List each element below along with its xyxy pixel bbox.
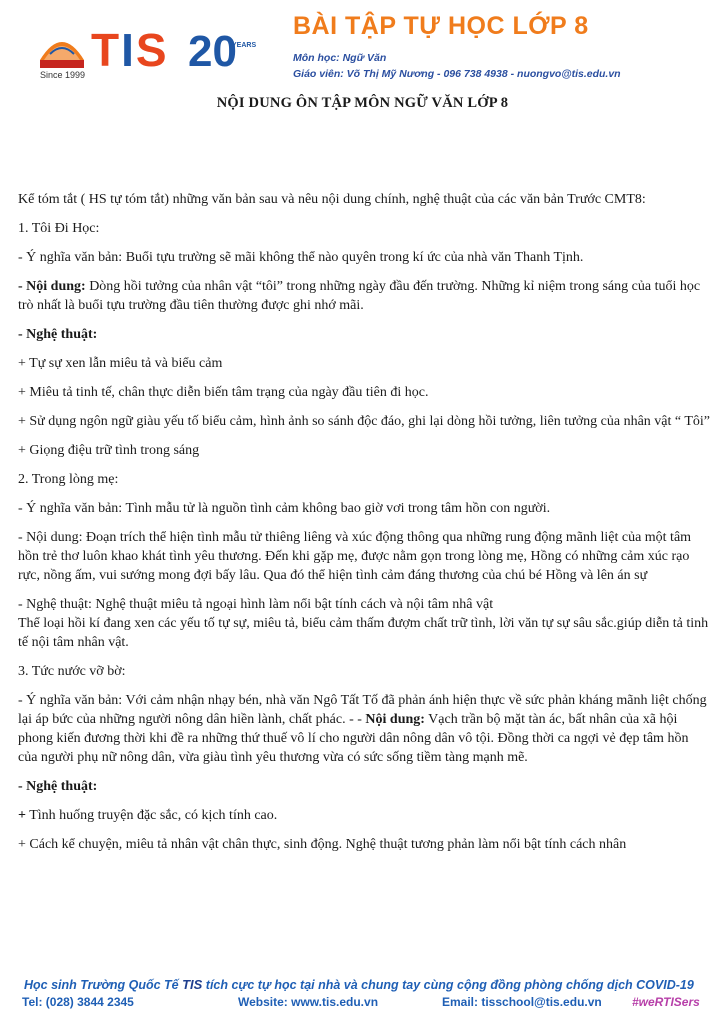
content-label: - Nội dung:	[18, 279, 86, 294]
header-title: BÀI TẬP TỰ HỌC LỚP 8	[293, 12, 589, 40]
document-body	[18, 190, 710, 864]
art-paragraph	[18, 595, 710, 652]
art-line: Thể loại hồi kí đang xen các yếu tố tự sự, miêu tả, biểu cảm thấm đượm chất trữ tình, lời văn tự sự sâu sắc.giúp diễn tả tinh tế nội tâm nhân vật.	[18, 616, 709, 650]
section-heading: 1. Tôi Đi Học:	[18, 221, 100, 236]
art-line: - Nghệ thuật: Nghệ thuật miêu tả ngoại hình làm nổi bật tính cách và nội tâm nhâ vật	[18, 597, 494, 612]
meaning-paragraph: - Ý nghĩa văn bản: Buổi tựu trường sẽ mãi không thể nào quyên trong kí ức của nhà văn Thanh Tịnh.	[18, 250, 584, 265]
meaning-text: - Ý nghĩa văn bản: Với cảm nhận nhạy bén, nhà văn Ngô Tất Tố đã phản ánh hiện thực về sức phản kháng mãnh liệt chống lại áp bức của những người nông dân hiền lành, chất phác. - -	[18, 693, 707, 727]
art-item: + Sử dụng ngôn ngữ giàu yếu tố biểu cảm, hình ảnh so sánh độc đáo, ghi lại dòng hồi tưởng, liên tưởng của nhân vật “ Tôi”	[18, 414, 711, 429]
footer-tis: TIS	[182, 977, 203, 992]
footer-tel: Tel: (028) 3844 2345	[22, 995, 134, 1009]
plus-marker: +	[18, 808, 26, 823]
meaning-paragraph	[18, 691, 710, 767]
footer-email-link[interactable]: Email: tisschool@tis.edu.vn	[442, 995, 602, 1009]
content-paragraph: - Nội dung: Đoạn trích thể hiện tình mẫu tử thiêng liêng và xúc động thông qua những rung động mãnh liệt của một tâm hồn trẻ thơ luôn khao khát tình yêu thương. Đến khi gặp mẹ, được nằm gọn trong lòng mẹ, Hồng có những cảm xúc rạo rực, nồng ấm, vui sướng mong đợi bấy lâu. Qua đó thể hiện tình cảm đáng thương của chú bé Hồng và lên án sự	[18, 530, 692, 583]
art-item: + Miêu tả tinh tế, chân thực diễn biến tâm trạng của ngày đầu tiên đi học.	[18, 385, 429, 400]
intro-paragraph: Kể tóm tắt ( HS tự tóm tắt) những văn bản sau và nêu nội dung chính, nghệ thuật của các văn bản Trước CMT8:	[18, 192, 646, 207]
tis-logo	[36, 24, 286, 86]
meaning-paragraph: - Ý nghĩa văn bản: Tình mẫu tử là nguồn tình cảm không bao giờ vơi trong tâm hồn con người.	[18, 501, 551, 516]
globe-emblem-icon	[36, 30, 88, 74]
content-text: Dòng hồi tưởng của nhân vật “tôi” trong những ngày đầu đến trường. Những kỉ niệm trong sáng của tuổi học trò nhất là buổi tựu trường đầu tiên thường được ghi nhớ mãi.	[18, 279, 701, 313]
content-label: Nội dung:	[365, 712, 425, 727]
art-text: Tình huống truyện đặc sắc, có kịch tính cao.	[25, 808, 278, 823]
art-item: + Giọng điệu trữ tình trong sáng	[18, 443, 200, 458]
section-heading: 2. Trong lòng mẹ:	[18, 472, 119, 487]
subject-line: Môn học: Ngữ Văn	[293, 52, 387, 64]
section-heading: 3. Tức nước vỡ bờ:	[18, 664, 126, 679]
page-footer	[0, 975, 725, 1024]
art-item: + Tự sự xen lẫn miêu tả và biểu cảm	[18, 356, 223, 371]
content-paragraph	[18, 277, 710, 315]
footer-slogan: Học sinh Trường Quốc Tế TIS tích cực tự học tại nhà và chung tay cùng cộng đồng phòng chống dịch COVID-19	[24, 977, 694, 992]
logo-since: Since 1999	[40, 70, 86, 80]
logo-wordmark: TIS	[91, 24, 169, 76]
art-label: - Nghệ thuật:	[18, 779, 98, 794]
footer-website-link[interactable]: Website: www.tis.edu.vn	[238, 995, 379, 1009]
art-item	[18, 806, 710, 825]
content-text: Vạch trần bộ mặt tàn ác, bất nhân của xã hội phong kiến đương thời khi đề ra những thứ thuế vô lí cho người dân nông dân vô tội. Đồng thời ca ngợi vẻ đẹp tâm hồn của người phụ nữ nông dân, vừa giàu tình yêu thương vừa có sức sống tiềm tàng mạnh mẽ.	[18, 712, 689, 765]
art-label: - Nghệ thuật:	[18, 327, 98, 342]
page-header	[0, 0, 725, 92]
document-title: NỘI DUNG ÔN TẬP MÔN NGỮ VĂN LỚP 8	[216, 95, 509, 111]
footer-hashtag: #weRTISers	[632, 995, 700, 1009]
logo-years: YEARS	[232, 42, 257, 49]
logo-anniversary: 20	[188, 27, 237, 76]
art-item: + Cách kể chuyện, miêu tả nhân vật chân thực, sinh động. Nghệ thuật tương phản làm nổi bật tính cách nhân	[18, 837, 627, 852]
teacher-line: Giáo viên: Võ Thị Mỹ Nương - 096 738 4938 - nuongvo@tis.edu.vn	[293, 68, 621, 80]
